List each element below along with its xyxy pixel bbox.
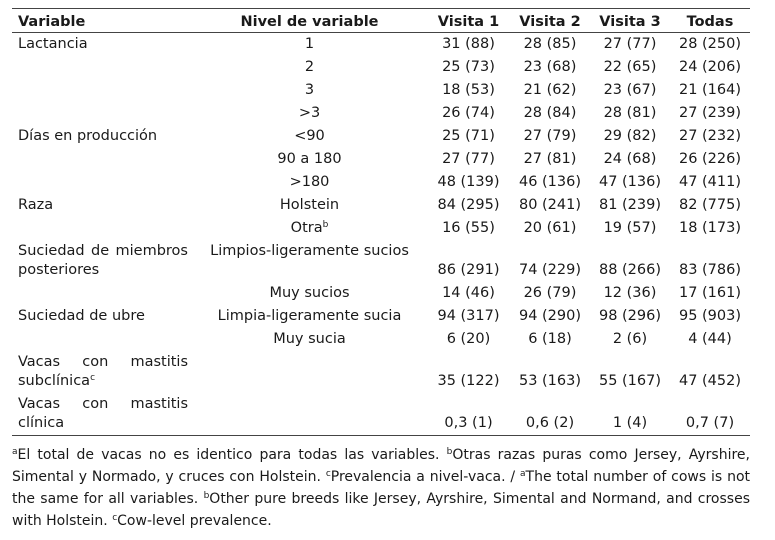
cell-all-text: 18 (173) <box>678 220 742 236</box>
cell-all-text: 27 (232) <box>678 128 742 144</box>
footnote-mark: a <box>12 447 18 457</box>
header-visit-1: Visita 1 <box>427 9 510 33</box>
table-row <box>12 351 750 393</box>
cell-level <box>192 393 427 436</box>
cell-visit-2-text: 21 (62) <box>523 82 577 98</box>
cell-variable <box>12 102 192 125</box>
table-row <box>12 328 750 351</box>
cell-level <box>192 79 427 102</box>
cell-visit-1-text: 25 (73) <box>442 59 495 75</box>
cell-level <box>192 240 427 282</box>
cell-level-text: <90 <box>294 128 325 144</box>
footnote-mark: b <box>446 447 453 457</box>
cell-level-text: >180 <box>289 174 330 190</box>
cell-all <box>670 305 750 328</box>
cell-visit-2 <box>510 328 590 351</box>
cell-all <box>670 217 750 240</box>
cell-visit-2-text: 53 (163) <box>518 373 582 389</box>
cell-visit-2-text: 27 (79) <box>523 128 577 144</box>
cell-all-text: 27 (239) <box>678 105 742 121</box>
cell-all <box>670 125 750 148</box>
cell-visit-1-text: 31 (88) <box>442 36 495 52</box>
footnote-text: El total de vacas no es identico para todas las variables. <box>17 447 447 463</box>
cell-visit-2 <box>510 351 590 393</box>
cell-visit-3 <box>590 125 670 148</box>
table-body <box>12 33 750 436</box>
footnote-mark: c <box>112 513 118 523</box>
header-all: Todas <box>670 9 750 33</box>
cell-visit-1-text: 48 (139) <box>437 174 500 190</box>
footnote-mark: c <box>90 373 96 383</box>
cell-visit-3-text: 55 (167) <box>598 373 662 389</box>
cell-visit-3-text: 12 (36) <box>603 285 657 301</box>
cell-all <box>670 33 750 57</box>
cell-level <box>192 125 427 148</box>
cell-variable <box>12 240 192 282</box>
cell-visit-3 <box>590 102 670 125</box>
cell-all <box>670 240 750 282</box>
cell-all <box>670 282 750 305</box>
cell-all-text: 21 (164) <box>678 82 742 98</box>
cell-visit-3-text: 81 (239) <box>598 197 662 213</box>
cell-visit-2 <box>510 240 590 282</box>
cell-level-text: 2 <box>304 59 315 75</box>
cell-variable <box>12 148 192 171</box>
cell-level <box>192 56 427 79</box>
cell-visit-1-text: 16 (55) <box>442 220 495 236</box>
cell-level <box>192 351 427 393</box>
cell-visit-1 <box>427 56 510 79</box>
table-row <box>12 125 750 148</box>
cell-variable-text: Suciedad de miembros posteriores <box>18 243 188 278</box>
table-row <box>12 148 750 171</box>
table-header-row <box>12 9 750 33</box>
cell-level <box>192 282 427 305</box>
cell-level <box>192 148 427 171</box>
table-row <box>12 240 750 282</box>
table-row <box>12 79 750 102</box>
cell-visit-3-text: 23 (67) <box>603 82 657 98</box>
table-row <box>12 56 750 79</box>
cell-visit-2-text: 80 (241) <box>518 197 582 213</box>
cell-level-text: 90 a 180 <box>277 151 342 167</box>
cell-visit-2-text: 46 (136) <box>518 174 582 190</box>
cell-all-text: 4 (44) <box>688 331 732 347</box>
cell-visit-1-text: 27 (77) <box>442 151 495 167</box>
cell-variable <box>12 393 192 436</box>
cell-level <box>192 33 427 57</box>
cell-all-text: 47 (411) <box>678 174 742 190</box>
footnote-text: The total number of cows is not the same for all variables. <box>12 469 751 507</box>
cell-visit-3-text: 29 (82) <box>603 128 657 144</box>
cell-visit-1-text: 14 (46) <box>442 285 495 301</box>
cell-all <box>670 56 750 79</box>
cell-all-text: 0,7 (7) <box>685 415 735 431</box>
cell-variable-text: Suciedad de ubre <box>18 308 145 324</box>
cell-visit-1 <box>427 171 510 194</box>
cell-level-text: 3 <box>304 82 315 98</box>
cell-variable <box>12 33 192 57</box>
cell-all <box>670 102 750 125</box>
cell-visit-1-text: 35 (122) <box>437 373 500 389</box>
cell-level <box>192 305 427 328</box>
footnote-text: Other pure breeds like Jersey, Ayrshire, Simental and Normand, and crosses with Holstein. <box>12 491 750 529</box>
table-row <box>12 282 750 305</box>
cell-visit-2 <box>510 305 590 328</box>
cell-visit-3-text: 88 (266) <box>598 262 662 278</box>
cell-all-text: 26 (226) <box>678 151 742 167</box>
cell-level-text: >3 <box>298 105 321 121</box>
cell-all <box>670 351 750 393</box>
cell-variable <box>12 217 192 240</box>
cell-visit-3-text: 1 (4) <box>612 415 648 431</box>
cell-visit-2-text: 26 (79) <box>523 285 577 301</box>
cell-visit-2-text: 0,6 (2) <box>525 415 575 431</box>
cell-visit-3 <box>590 79 670 102</box>
cell-visit-1-text: 6 (20) <box>446 331 491 347</box>
cell-variable <box>12 328 192 351</box>
cell-visit-2 <box>510 33 590 57</box>
cell-visit-1-text: 86 (291) <box>437 262 500 278</box>
cell-visit-1-text: 25 (71) <box>442 128 495 144</box>
cell-visit-2 <box>510 194 590 217</box>
data-table-container <box>12 8 750 436</box>
cell-all <box>670 148 750 171</box>
cell-visit-2 <box>510 393 590 436</box>
cell-visit-2 <box>510 79 590 102</box>
cell-visit-1-text: 84 (295) <box>437 197 500 213</box>
cell-level <box>192 217 427 240</box>
cell-visit-3-text: 98 (296) <box>598 308 662 324</box>
cell-visit-1 <box>427 102 510 125</box>
table-row <box>12 217 750 240</box>
cell-visit-2 <box>510 148 590 171</box>
cell-visit-3 <box>590 282 670 305</box>
cell-visit-3-text: 2 (6) <box>612 331 648 347</box>
cell-visit-3-text: 27 (77) <box>603 36 657 52</box>
cell-visit-2 <box>510 282 590 305</box>
cell-visit-3 <box>590 393 670 436</box>
cell-visit-2 <box>510 56 590 79</box>
footnotes <box>12 444 750 532</box>
cell-all-text: 47 (452) <box>678 373 742 389</box>
cell-variable <box>12 171 192 194</box>
cell-visit-2-text: 28 (84) <box>523 105 577 121</box>
cell-visit-2 <box>510 217 590 240</box>
cell-visit-3 <box>590 33 670 57</box>
footnote-text: Cow-level prevalence. <box>117 513 272 529</box>
cell-visit-2-text: 23 (68) <box>523 59 577 75</box>
cell-level <box>192 171 427 194</box>
cell-visit-1 <box>427 148 510 171</box>
cell-variable-text: Vacas con mastitis clínica <box>18 396 188 431</box>
cell-variable <box>12 79 192 102</box>
cell-visit-1 <box>427 282 510 305</box>
cell-level-text: Limpios-ligeramente sucios <box>210 243 409 259</box>
cell-visit-2 <box>510 125 590 148</box>
table-row <box>12 194 750 217</box>
cell-visit-1-text: 0,3 (1) <box>444 415 493 431</box>
cell-visit-1 <box>427 79 510 102</box>
cell-visit-1-text: 18 (53) <box>442 82 495 98</box>
data-table <box>12 8 750 436</box>
cell-variable-text: Días en producción <box>18 128 158 144</box>
table-row <box>12 393 750 436</box>
header-level: Nivel de variable <box>192 9 427 33</box>
cell-visit-1 <box>427 33 510 57</box>
cell-visit-3 <box>590 328 670 351</box>
cell-variable <box>12 125 192 148</box>
cell-visit-3 <box>590 305 670 328</box>
cell-variable-text: Raza <box>18 197 54 213</box>
cell-level-text: Holstein <box>279 197 340 213</box>
cell-visit-3-text: 19 (57) <box>603 220 657 236</box>
cell-visit-2-text: 28 (85) <box>523 36 577 52</box>
cell-level <box>192 194 427 217</box>
cell-visit-3-text: 47 (136) <box>598 174 662 190</box>
cell-visit-3-text: 24 (68) <box>603 151 657 167</box>
table-row <box>12 305 750 328</box>
cell-visit-1 <box>427 194 510 217</box>
cell-all <box>670 194 750 217</box>
cell-all-text: 28 (250) <box>678 36 742 52</box>
cell-all-text: 24 (206) <box>678 59 742 75</box>
cell-all-text: 82 (775) <box>678 197 742 213</box>
cell-level-text: 1 <box>304 36 315 52</box>
cell-visit-3 <box>590 240 670 282</box>
cell-visit-3-text: 28 (81) <box>603 105 657 121</box>
cell-variable-text: Vacas con mastitis subclínica <box>18 354 188 389</box>
cell-all <box>670 171 750 194</box>
cell-level <box>192 102 427 125</box>
cell-visit-3 <box>590 351 670 393</box>
header-visit-3: Visita 3 <box>590 9 670 33</box>
cell-all-text: 17 (161) <box>678 285 742 301</box>
cell-visit-3 <box>590 194 670 217</box>
cell-variable <box>12 305 192 328</box>
cell-level-text: Muy sucia <box>273 331 346 347</box>
cell-visit-1 <box>427 393 510 436</box>
cell-visit-2-text: 20 (61) <box>523 220 577 236</box>
cell-visit-2 <box>510 171 590 194</box>
footnote-text: Prevalencia a nivel-vaca. / <box>330 469 520 485</box>
table-row <box>12 102 750 125</box>
cell-visit-1 <box>427 217 510 240</box>
cell-visit-3 <box>590 56 670 79</box>
cell-variable <box>12 56 192 79</box>
cell-visit-1 <box>427 240 510 282</box>
cell-visit-2 <box>510 102 590 125</box>
cell-level <box>192 328 427 351</box>
cell-all <box>670 79 750 102</box>
table-row <box>12 171 750 194</box>
cell-variable-text: Lactancia <box>18 36 88 52</box>
cell-level-text: Muy sucios <box>269 285 350 301</box>
cell-all-text: 83 (786) <box>678 262 742 278</box>
table-row <box>12 33 750 57</box>
cell-variable <box>12 351 192 393</box>
cell-visit-3 <box>590 217 670 240</box>
cell-all <box>670 393 750 436</box>
cell-all-text: 95 (903) <box>678 308 742 324</box>
cell-visit-2-text: 94 (290) <box>518 308 582 324</box>
cell-visit-2-text: 27 (81) <box>523 151 577 167</box>
footnote-text: Otras razas puras como Jersey, Ayrshire, Simental y Normado, y cruces con Holstein. <box>12 447 750 485</box>
header-visit-2: Visita 2 <box>510 9 590 33</box>
cell-variable <box>12 282 192 305</box>
cell-variable <box>12 194 192 217</box>
footnote-mark: c <box>325 469 331 479</box>
cell-all <box>670 328 750 351</box>
cell-visit-3 <box>590 171 670 194</box>
footnote-mark: b <box>203 491 210 501</box>
cell-visit-1 <box>427 328 510 351</box>
footnote-mark: b <box>322 220 329 230</box>
header-variable: Variable <box>12 9 192 33</box>
cell-visit-1 <box>427 125 510 148</box>
cell-visit-2-text: 6 (18) <box>528 331 572 347</box>
footnote-mark: a <box>520 469 526 479</box>
cell-visit-3-text: 22 (65) <box>603 59 657 75</box>
cell-level-text: Limpia-ligeramente sucia <box>217 308 402 324</box>
cell-level-text: Otra <box>290 220 323 236</box>
cell-visit-2-text: 74 (229) <box>518 262 582 278</box>
cell-visit-3 <box>590 148 670 171</box>
cell-visit-1-text: 94 (317) <box>437 308 500 324</box>
cell-visit-1 <box>427 305 510 328</box>
cell-visit-1-text: 26 (74) <box>442 105 495 121</box>
cell-visit-1 <box>427 351 510 393</box>
